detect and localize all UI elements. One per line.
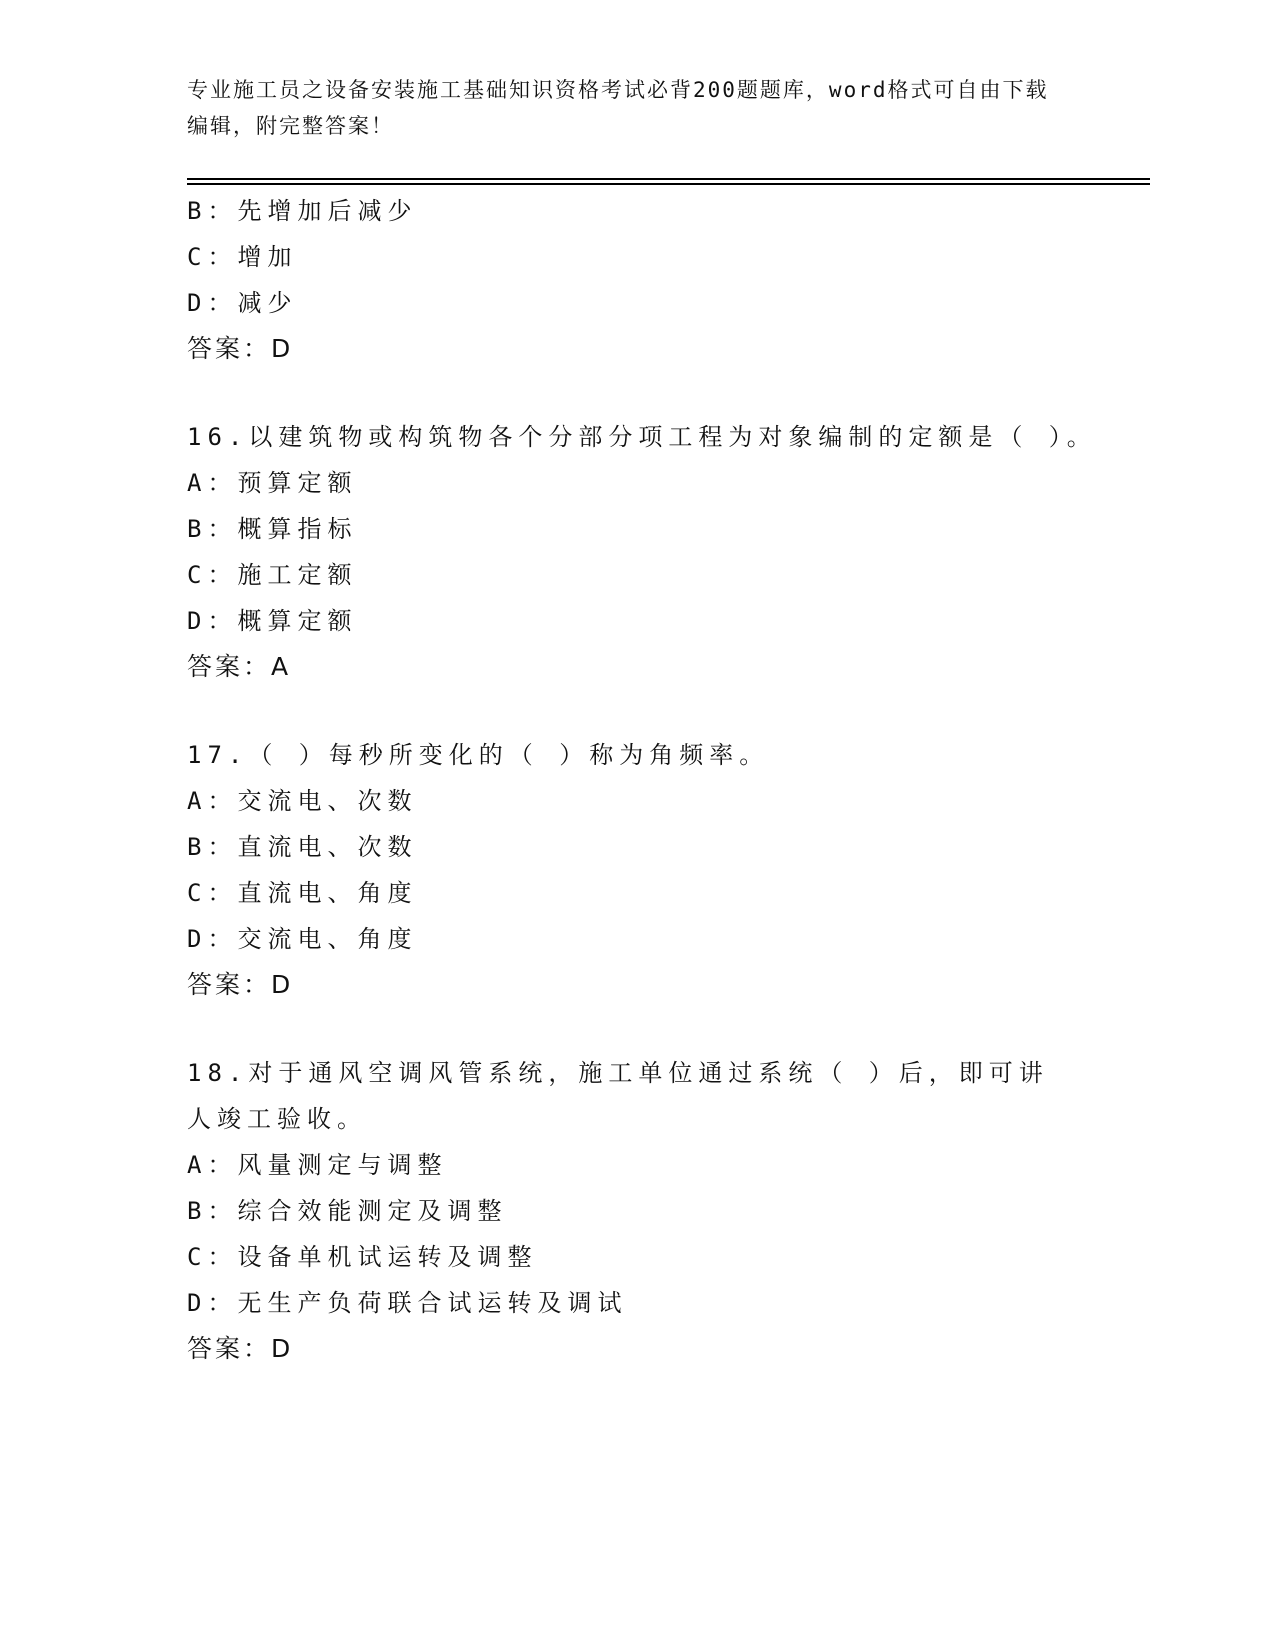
question-block-18: [187, 1050, 1087, 1372]
answer-label: 答案：D: [187, 1334, 294, 1363]
spacer: [187, 690, 1087, 732]
option-c: C：设备单机试运转及调整: [187, 1243, 538, 1271]
answer-label: 答案：D: [187, 970, 294, 999]
option-c: C：直流电、角度: [187, 879, 418, 907]
option-a: A：风量测定与调整: [187, 1151, 448, 1179]
option-d: D：概算定额: [187, 607, 358, 635]
option-d: D：无生产负荷联合试运转及调试: [187, 1289, 628, 1317]
header-divider-bottom: [187, 183, 1150, 185]
question-block-17: [187, 732, 1087, 1008]
option-c: C：增加: [187, 243, 298, 271]
answer-label: 答案：D: [187, 334, 294, 363]
option-a: A：交流电、次数: [187, 787, 418, 815]
option-b: B：综合效能测定及调整: [187, 1197, 508, 1225]
document-header: 专业施工员之设备安装施工基础知识资格考试必背200题题库，word格式可自由下载编辑，附完整答案！: [187, 78, 1049, 138]
spacer: [187, 1008, 1087, 1050]
header-divider-top: [187, 178, 1150, 180]
answer-label: 答案：A: [187, 652, 292, 681]
option-c: C：施工定额: [187, 561, 358, 589]
spacer: [187, 372, 1087, 414]
option-b: B：概算指标: [187, 515, 358, 543]
question-text: 16.以建筑物或构筑物各个分部分项工程为对象编制的定额是（ ）。: [187, 423, 1097, 451]
question-text: 18.对于通风空调风管系统，施工单位通过系统（ ）后，即可讲人竣工验收。: [187, 1059, 1049, 1133]
question-block-16: [187, 414, 1097, 690]
question-block-15: [187, 188, 1087, 372]
option-b: B：先增加后减少: [187, 197, 418, 225]
question-text: 17.（ ）每秒所变化的（ ）称为角频率。: [187, 741, 770, 769]
option-d: D：交流电、角度: [187, 925, 418, 953]
option-b: B：直流电、次数: [187, 833, 418, 861]
question-list: [187, 188, 1097, 1372]
option-a: A：预算定额: [187, 469, 358, 497]
option-d: D：减少: [187, 289, 298, 317]
